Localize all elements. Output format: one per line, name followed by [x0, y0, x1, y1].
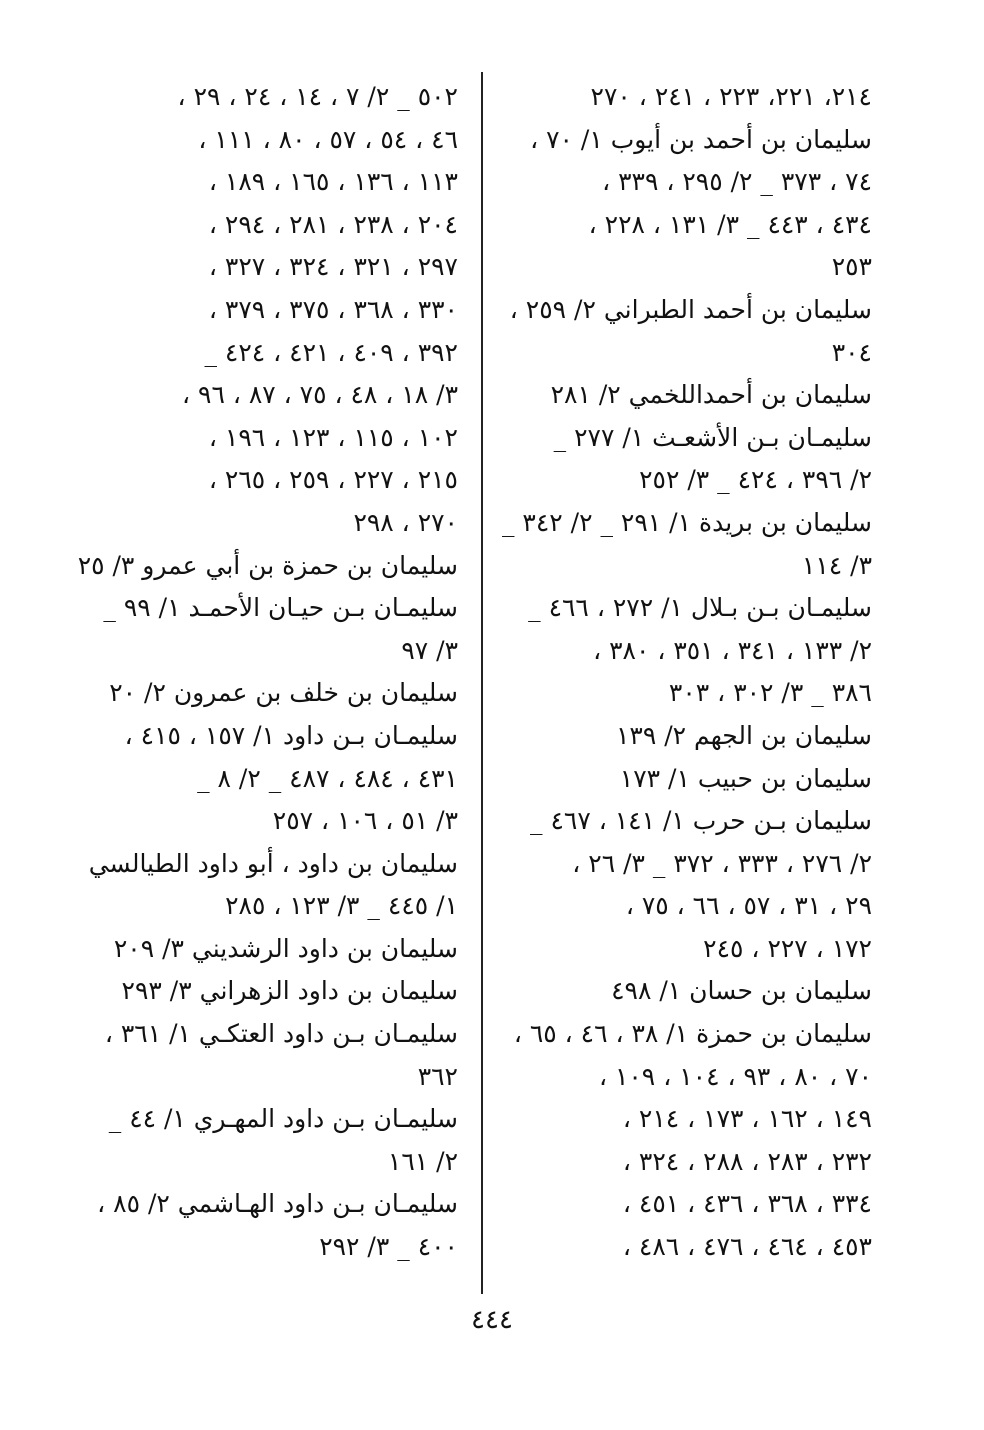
index-line: ٤٣١ ، ٤٨٤ ، ٤٨٧ _ ٢/ ٨ _ [197, 763, 458, 793]
index-line: سليمان بن أحمد الطبراني ٢/ ٢٥٩ ، [509, 294, 872, 324]
left-column [77, 76, 458, 1269]
index-line: ٣٣٤ ، ٣٦٨ ، ٤٣٦ ، ٤٥١ ، [622, 1189, 872, 1219]
index-line: ١٧٢ ، ٢٢٧ ، ٢٤٥ [703, 933, 872, 963]
right-column [500, 76, 872, 1269]
index-line: سليمان بن داود الزهراني ٣/ ٢٩٣ [121, 976, 458, 1006]
index-line: ١٠٢ ، ١١٥ ، ١٢٣ ، ١٩٦ ، [208, 422, 458, 452]
index-line: ٣٠٤ [831, 337, 872, 367]
index-line: سليمان بن أحمداللخمي ٢/ ٢٨١ [550, 380, 872, 410]
index-line: ٣/ ١٨ ، ٤٨ ، ٧٥ ، ٨٧ ، ٩٦ ، [182, 380, 458, 410]
index-line: سليمان بن الجهم ٢/ ١٣٩ [616, 720, 872, 750]
index-line: سليمان بن داود ، أبو داود الطيالسي [88, 848, 458, 878]
index-line: ٣٦٢ [417, 1061, 458, 1091]
index-line: ٢/ ١٣٣ ، ٣٤١ ، ٣٥١ ، ٣٨٠ ، [593, 635, 872, 665]
index-line: ٣/ ١١٤ [801, 550, 872, 580]
index-line: سليمان بن أحمد بن أيوب ١/ ٧٠ ، [530, 124, 872, 154]
index-line: سليمان بن حبيب ١/ ١٧٣ [619, 763, 872, 793]
index-line: ٤٠٠ _ ٣/ ٢٩٢ [319, 1232, 458, 1262]
index-line: ٧٠ ، ٨٠ ، ٩٣ ، ١٠٤ ، ١٠٩ ، [598, 1061, 872, 1091]
index-line: ١٤٩ ، ١٦٢ ، ١٧٣ ، ٢١٤ ، [622, 1104, 872, 1134]
index-line: ٢١٥ ، ٢٢٧ ، ٢٥٩ ، ٢٦٥ ، [208, 465, 458, 495]
index-line: ٢٥٣ [831, 252, 872, 282]
index-line: ١١٣ ، ١٣٦ ، ١٦٥ ، ١٨٩ ، [208, 167, 458, 197]
index-line: ٤٥٣ ، ٤٦٤ ، ٤٧٦ ، ٤٨٦ ، [622, 1232, 872, 1262]
index-line: ٥٠٢ _ ٢/ ٧ ، ١٤ ، ٢٤ ، ٢٩ ، [177, 82, 458, 111]
index-line: ٣/ ٩٧ [401, 635, 458, 665]
index-line: ٧٤ ، ٣٧٣ _ ٢/ ٢٩٥ ، ٣٣٩ ، [602, 167, 872, 197]
page-number: ٤٤٤ [471, 1305, 513, 1335]
index-line: ٢٧٠ ، ٢٩٨ [353, 507, 458, 537]
column-divider [481, 72, 483, 1294]
index-line: ٣٩٢ ، ٤٠٩ ، ٤٢١ ، ٤٢٤ _ [204, 337, 458, 367]
index-line: ٣/ ٥١ ، ١٠٦ ، ٢٥٧ [272, 806, 458, 836]
index-line: سليمـان بـن داود المهـري ١/ ٤٤ _ [108, 1104, 458, 1134]
index-line: ٢/ ١٦١ [387, 1146, 458, 1176]
index-line: سليمان بـن حرب ١/ ١٤١ ، ٤٦٧ _ [530, 806, 872, 836]
index-line: ٢/ ٣٩٦ ، ٤٢٤ _ ٣/ ٢٥٢ [639, 465, 872, 495]
index-line: سليمـان بـن حيـان الأحمـد ١/ ٩٩ _ [103, 593, 458, 623]
index-line: سليمـان بـن داود العتكـي ١/ ٣٦١ ، [104, 1019, 458, 1049]
index-line: سليمان بن حسان ١/ ٤٩٨ [611, 976, 872, 1006]
index-line: ٢٣٢ ، ٢٨٣ ، ٢٨٨ ، ٣٢٤ ، [622, 1146, 872, 1176]
index-line: سليمان بن داود الرشديني ٣/ ٢٠٩ [113, 933, 458, 963]
index-line: ٢/ ٢٧٦ ، ٣٣٣ ، ٣٧٢ _ ٣/ ٢٦ ، [572, 848, 872, 878]
index-line: ٤٦ ، ٥٤ ، ٥٧ ، ٨٠ ، ١١١ ، [198, 124, 458, 154]
index-line: سليمـان بـن داود ١/ ١٥٧ ، ٤١٥ ، [124, 720, 458, 750]
index-line: سليمان بن حمزة ١/ ٣٨ ، ٤٦ ، ٦٥ ، [513, 1019, 872, 1049]
index-line: ٢٠٤ ، ٢٣٨ ، ٢٨١ ، ٢٩٤ ، [208, 209, 458, 239]
index-line: ١/ ٤٤٥ _ ٣/ ١٢٣ ، ٢٨٥ [225, 891, 458, 921]
index-line: ٣٨٦ _ ٣/ ٣٠٢ ، ٣٠٣ [668, 678, 872, 708]
index-line: سليمـان بـن داود الهـاشمي ٢/ ٨٥ ، [97, 1189, 458, 1219]
index-line: ٤٣٤ ، ٤٤٣ _ ٣/ ١٣١ ، ٢٢٨ ، [588, 209, 872, 239]
index-line: ٢٩٧ ، ٣٢١ ، ٣٢٤ ، ٣٢٧ ، [208, 252, 458, 282]
index-line: سليمان بن حمزة بن أبي عمرو ٣/ ٢٥ [77, 550, 458, 580]
index-line: سليمان بن خلف بن عمرون ٢/ ٢٠ [109, 678, 458, 708]
index-line: ٣٣٠ ، ٣٦٨ ، ٣٧٥ ، ٣٧٩ ، [208, 294, 458, 324]
index-line: سليمـان بـن بـلال ١/ ٢٧٢ ، ٤٦٦ _ [528, 593, 872, 623]
index-line: سليمان بن بريدة ١/ ٢٩١ _ ٢/ ٣٤٢ _ [501, 507, 872, 537]
index-line: سليمـان بـن الأشعـث ١/ ٢٧٧ _ [553, 422, 872, 452]
index-line: ٢٩ ، ٣١ ، ٥٧ ، ٦٦ ، ٧٥ ، [625, 891, 872, 921]
index-line: ٢١٤، ٢٢١، ٢٢٣ ، ٢٤١ ، ٢٧٠ [590, 82, 872, 111]
